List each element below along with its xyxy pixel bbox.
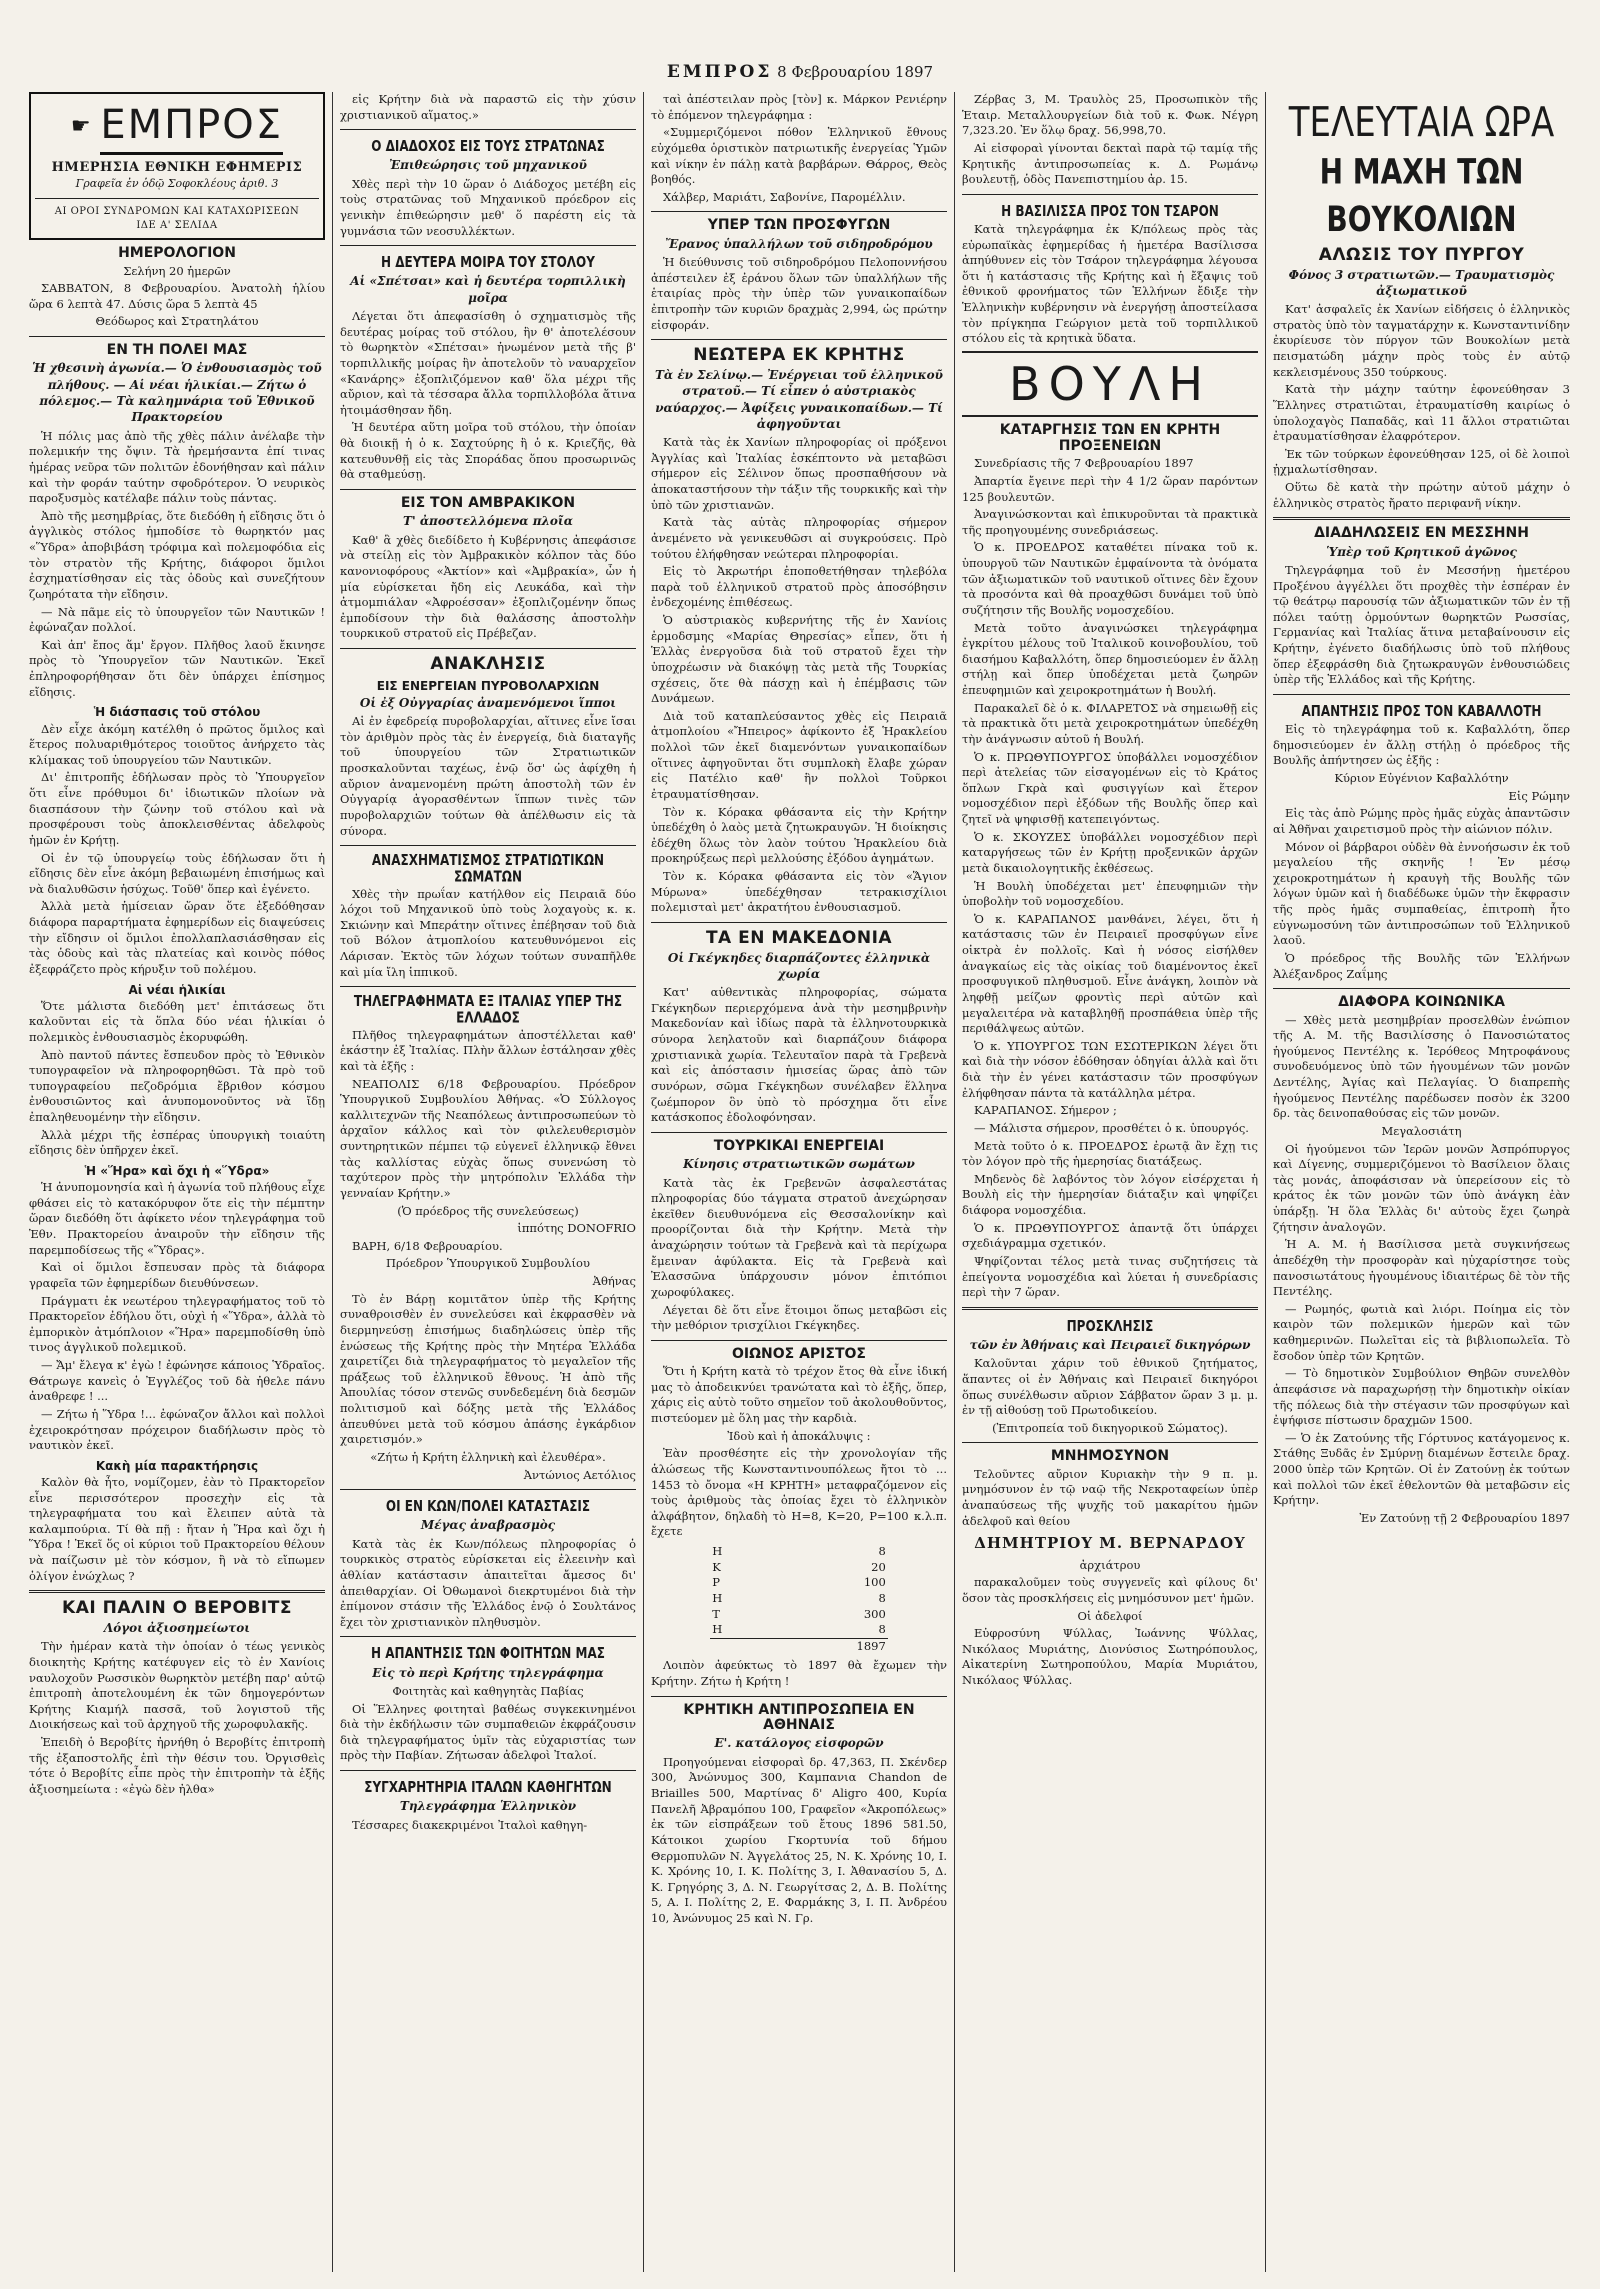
centered-line: Θεόδωρος καὶ Στρατηλάτου	[95, 314, 259, 329]
paragraph: Κατ' ἀσφαλεῖς ἐκ Χανίων εἰδήσεις ὁ ἑλληνικὸς στρατὸς ὑπὸ τὸν ταγματάρχην κ. Κωνσταντινίδην ἐκυρίευσε τὸν πύργον τῶν Βουκολίων μετὰ πεισματώδη μάχην πρὸς τοὺς ἐν αὐτῷ κεκλεισμένους 350 τούρκους.	[1273, 302, 1570, 379]
paragraph: Ὁ κ. ΠΡΩΘΥΠΟΥΡΓΟΣ ἀπαντᾷ ὅτι ὑπάρχει σχεδιάγραμμα σχετικόν.	[962, 1220, 1258, 1251]
subheadline: Τηλεγράφημα Ἑλληνικὸν	[399, 1799, 577, 1814]
table-letter: Η	[712, 1544, 723, 1559]
paragraph: — Νὰ πᾶμε εἰς τὸ ὑπουργεῖον τῶν Ναυτικῶν ! ἐφώναζαν πολλοί.	[29, 604, 325, 635]
paragraph: Ὁ πρόεδρος τῆς Βουλῆς τῶν Ἑλλήνων Ἀλέξανδρος Ζαΐμης	[1273, 950, 1570, 981]
paragraph: ΣΑΒΒΑΤΟΝ, 8 Φεβρουαρίου. Ἀνατολὴ ἡλίου ὥρα 6 λεπτὰ 47. Δύσις ὥρα 5 λεπτὰ 45	[29, 281, 325, 311]
table-letter: Τ	[712, 1606, 720, 1621]
paragraph: Εἰς τὰς ἀπὸ Ρώμης πρὸς ἡμᾶς εὐχὰς ἀπαντῶσιν αἱ Ἀθῆναι χαιρετισμοῦ πρὸς τὴν αἰώνιον πόλιν.	[1273, 806, 1570, 836]
paragraph: ΚΑΡΑΠΑΝΟΣ. Σήμερον ;	[974, 1103, 1117, 1118]
running-head-date: 8 Φεβρουαρίου 1897	[777, 63, 934, 81]
paragraph: Ἡ πόλις μας ἀπὸ τῆς χθὲς πάλιν ἀνέλαβε τὴν πολεμικήν της ὄψιν. Τὰ ἠρεμήσαντα ἐπί τινας ἡμέρας νεῦρα τῶν πολιτῶν ἐδονήθησαν καὶ πάλιν καὶ τὴν φοράν ταύτην σφοδρότερον. Ὁ νευρικὸς παροξυσμὸς κατέλαβε πάλιν τοὺς πάντας.	[29, 428, 325, 506]
divider	[29, 336, 325, 337]
signature-line: Ἐν Ζατούνῃ τῇ 2 Φεβρουαρίου 1897	[1359, 1510, 1570, 1525]
divider	[962, 1442, 1258, 1443]
paragraph: ΝΕΑΠΟΛΙΣ 6/18 Φεβρουαρίου. Πρόεδρον Ὑπουργικοῦ Συμβουλίου Ἀθήνας. «Ὁ Σύλλογος καλλιτεχνῶν τῆς Νεαπόλεως ἀντιπροσωπεύων τὸ ἀρχαῖον κάλλος καὶ τὸν φιλελευθερισμὸν συντηρητικῶν πέμπει τῷ εὐγενεῖ ἑλληνικῷ ἔθνει τὰς καλλίστας εὐχὰς ὅπως συνενώση τὸ ταχύτερον πρὸς τὴν μητρόπολιν Ἑλλάδα τὴν γενναίαν Κρήτην.»	[340, 1076, 636, 1200]
subheadline: Εἰς τὸ περὶ Κρήτης τηλεγράφημα	[372, 1665, 604, 1680]
subheadline: Οἱ Γκέγκηδες διαρπάζοντες ἑλληνικὰ χωρία	[667, 950, 931, 981]
paragraph: Εὐφροσύνη Ψύλλας, Ἰωάννης Ψύλλας, Νικόλαος Μυριάτης, Διονύσιος Σωτηρόπουλος, Αἰκατερίνη Σωτηροπούλου, Μαρία Μυριάτου, Νικόλαος Ψύλλας.	[962, 1626, 1258, 1688]
paragraph: Χάλβερ, Μαριάτι, Σαβονίνε, Παρομέλλιν.	[663, 189, 906, 204]
paragraph: Τελοῦντες αὔριον Κυριακὴν τὴν 9 π. μ. μνημόσυνον ἐν τῷ ναῷ τῆς Νεκροταφείων ὑπὲρ ἀναπαύσεως τῆς ψυχῆς τοῦ μακαρίτου ἡμῶν ἀδελφοῦ καὶ θείου	[962, 1466, 1258, 1528]
paragraph: Κατὰ τὰς ἐκ Γρεβενῶν ἀσφαλεστάτας πληροφορίας δύο τάγματα στρατοῦ ἀνεχώρησαν ἐκεῖθεν διευθυνόμενα εἰς Θεσσαλονίκην καὶ προορίζονται διὰ τὴν Κρήτην. Μετὰ τὴν ἀναχώρησιν τούτων τὰ Γρεβενὰ καὶ τὰ περίχωρα ἔμειναν ἀφύλακτα. Εἰς τὰ Γρεβενὰ καὶ Ἐλασσῶνα ὑπάρχουσιν μόνον ἐπιτόπιοι χωροφύλακες.	[651, 1175, 947, 1299]
table-value: 20	[871, 1559, 886, 1574]
column-3	[644, 92, 955, 2272]
headline: Η ΒΑΣΙΛΙΣΣΑ ΠΡΟΣ ΤΟΝ ΤΣΑΡΟΝ	[1001, 201, 1219, 220]
table-letter: Ρ	[712, 1575, 720, 1590]
centered-line: Πρόεδρον Ὑπουργικοῦ Συμβουλίου	[386, 1256, 590, 1271]
masthead	[29, 92, 325, 240]
centered-line: «Ζήτω ἡ Κρήτη ἑλληνικὴ καὶ ἐλευθέρα».	[370, 1449, 606, 1464]
divider	[340, 648, 636, 649]
paragraph: Μετὰ τοῦτο ἀναγινώσκει τηλεγράφημα ἐγκρίτου μέλους τοῦ Ἰταλικοῦ κοινοβουλίου, τοῦ διασήμου Καβαλλότη, ὅπερ δημοσιεύομεν ἐν ἄλλῃ στήλῃ καὶ ὅπερ ὑποδέχεται μετὰ ζωηρῶν ἐπευφημιῶν καὶ χειροκροτημάτων ἡ Βουλή.	[962, 620, 1258, 698]
centered-line: ἀρχιάτρου	[1079, 1557, 1141, 1572]
centered-line: (Ὁ πρόεδρος τῆς συνελεύσεως)	[397, 1203, 579, 1218]
headline: ΜΝΗΜΟΣΥΝΟΝ	[1050, 1448, 1170, 1465]
paragraph: Κατ' αὐθεντικὰς πληροφορίας, σώματα Γκέγκηδων περιερχόμενα ἀνὰ τὴν μεσημβρινὴν Μακεδονίαν καὶ ἰδίως παρὰ τὰ ἑλληνοτουρκικὰ σύνορα λεηλατοῦν καὶ διαρπάζουν διάφορα χριστιανικὰ χωρία. Τελευταῖον παρὰ τὰ Γρεβενὰ καὶ εἰς ἀπόστασιν ἡμισείας ὥρας ἀπὸ τῶν συνόρων, σῶμα Γκέγκηδων συνέλαβεν ἕλληνα ζωέμπορον ὃν ὑπὸ τὸ πρόσχημα ὅτι εἶνε κατάσκοπος ἐδολοφόνησαν.	[651, 985, 947, 1125]
table-value: 300	[863, 1606, 886, 1621]
headline: Ο ΔΙΑΔΟΧΟΣ ΕΙΣ ΤΟΥΣ ΣΤΡΑΤΩΝΑΣ	[371, 137, 605, 155]
paragraph: Ἡ δευτέρα αὕτη μοῖρα τοῦ στόλου, τὴν ὁποίαν θὰ διοικῇ ἡ ὁ κ. Σαχτούρης ἢ ὁ κ. Κριεζῆς, θὰ κατευθυνθῇ εἰς τὰς Σποράδας ὅπου προσωρινῶς θὰ σταθμεύσῃ.	[340, 420, 636, 482]
headline: ΠΡΟΣΚΛΗΣΙΣ	[1066, 1316, 1154, 1335]
table-value: 8	[878, 1590, 886, 1605]
table-row	[710, 1544, 888, 1560]
subheadline: Ἔρανος ὑπαλλήλων τοῦ σιδηροδρόμου	[665, 236, 933, 251]
paragraph: — Ἄμ' ἔλεγα κ' ἐγὼ ! ἐφώνησε κάποιος Ὑδραῖος. Θάτρωγε κανεὶς ὁ Ἐγγλέζος τοῦ δὰ ἠθελε πάνυ ἀναθρεφε ! ...	[29, 1358, 325, 1404]
subheadline: Οἱ ἐξ Οὐγγαρίας ἀναμενόμενοι ἵπποι	[359, 695, 617, 710]
paragraph: Καθ' ἃ χθὲς διεδίδετο ἡ Κυβέρνησις ἀπεφάσισε νὰ στείλῃ εἰς τὸν Ἀμβρακικὸν κόλπον τὰς δύο κανονιοφόρους «Ἀκτίον» καὶ «Ἀμβρακία», ὧν ἡ μία εὑρίσκεται ἤδη εἰς Λευκάδα, καὶ τὴν ἀτμομπιάλαν «Ἀφροέσσαν» ἐξοπλιζομένην ὅπως ἐμποδίσουν τὴν διὰ θαλάσσης ἀποστολὴν τουρκικοῦ στρατοῦ εἰς Πρέβεζαν.	[340, 532, 636, 641]
paragraph: — Ὁ ἐκ Ζατούνης τῆς Γόρτυνος κατάγομενος κ. Στάθης Ξυδᾶς ἐν Σμύρνῃ διαμένων ἔστειλε δραχ. 2000 ὑπὲρ τῶν Κρητῶν. Οἱ ἐν Ζατούνῃ ἐκ τούτων καὶ πολλοὶ τῶν ἐκεῖ ἐθελοντῶν θὰ μεταβῶσιν εἰς Κρήτην.	[1273, 1430, 1570, 1508]
table-total-row	[710, 1638, 888, 1654]
paragraph: Ζέρβας 3, Μ. Τραυλὸς 25, Προσωπικὸν τῆς Ἑταιρ. Μεταλλουργείων διὰ τοῦ κ. Φωκ. Νέγρη 7,323.20. Ἐν ὅλῳ δραχ. 56,998,70.	[962, 92, 1258, 138]
paragraph: Οἱ ἡγούμενοι τῶν Ἱερῶν μονῶν Ἀσπρόπυργος καὶ Δίγενης, συμμεριζόμενοι τὸ Βασίλειον ὅλαις τὰς μονάς, ἀποφάσισαν νὰ ὑπερείσουν εἰς τὸ κράτος ἐκ τῶν μονῶν τῶν ὑπὸ ἀνάγκη ἐὰν ὑπάρξῃ. Ἡ ὅλα Ἑλλὰς δι' αὐτοὺς ἔχει ζωηρὰ ζήτησιν ἀναλογῶν.	[1273, 1141, 1570, 1234]
headline: ΣΥΓΧΑΡΗΤΗΡΙΑ ΙΤΑΛΩΝ ΚΑΘΗΓΗΤΩΝ	[364, 1778, 612, 1796]
paragraph: Εἰς τὸ Ἀκρωτήρι ἐποποθετήθησαν τηλεβόλα παρὰ τοῦ ἑλληνικοῦ στρατοῦ πρὸς ἀποσόβησιν ἐνδεχομένης ἐπιθέσεως.	[651, 564, 947, 610]
table-letter: Η	[712, 1590, 723, 1605]
signature-line: Ἀντώνιος Αετόλιος	[523, 1467, 636, 1482]
paragraph: Καὶ ἀπ' ἔπος ἅμ' ἔργον. Πλῆθος λαοῦ ἔκινησε πρὸς τὸ Ὑπουργεῖον τῶν Ναυτικῶν. Ἐκεῖ ἐπληροφορήθησαν ὅτι δὲν ὑπάρχει ἐπίσημος εἴδησις.	[29, 637, 325, 699]
centered-line: Ἰδοὺ καὶ ἡ ἀποκάλυψις :	[727, 1428, 871, 1443]
subheadline: Κίνησις στρατιωτικῶν σωμάτων	[683, 1157, 915, 1172]
paragraph: Λέγεται δὲ ὅτι εἶνε ἕτοιμοι ὅπως μεταβῶσι εἰς τὴν μεθόριον τρισχίλιοι Γκέγκηδες.	[651, 1302, 947, 1333]
paragraph: Κατὰ τὰς ἐκ Χανίων πληροφορίας οἱ πρόξενοι Ἀγγλίας καὶ Ἰταλίας ἐσκέπτοντο νὰ μεταβῶσι σήμερον εἰς Σέλινον ὅπως προσπαθήσουν νὰ ἀποκαταστήσουν τὴν τάξιν τῆς τουρκικῆς καὶ τὴν ὑπὸ τῶν χριστιανῶν.	[651, 435, 947, 512]
subheadline: Τ' ἀποστελλόμενα πλοῖα	[403, 514, 573, 529]
paragraph: Τὸ ἐν Βάρῃ κομιτᾶτον ὑπὲρ τῆς Κρήτης συναθροισθὲν ἐν συνελεύσει καὶ ἐκφρασθὲν νὰ διερμηνεύσῃ ἐπισήμως διαδηλώσεις ὑπὲρ τῆς ἑνώσεως τῆς Κρήτης πρὸς τὴν Μητέρα Ἑλλάδα χαιρετίζει διὰ τηλεγραφήματος τὸ μεγαλεῖον τῆς πράξεως τοῦ ἐλληνικοῦ ἔθνους. Ἡ ἀπὸ τῆς Ἀπουλίας τόσον στενῶς συνδεδεμένη διὰ δεσμῶν πολιτισμοῦ καὶ δόξης μετὰ τῆς Ἑλλάδος ἀπευθύνει μετὰ τοῦ κόσμου ἁπάσης ἐγκάρδιον χαιρετισμόν.»	[340, 1291, 636, 1447]
headline: ΔΙΑΔΗΛΩΣΕΙΣ ΕΝ ΜΕΣΣΗΝΗ	[1314, 525, 1529, 542]
masthead-terms-page: ΙΔΕ Α' ΣΕΛΙΔΑ	[136, 219, 218, 231]
paragraph: Ἀλλὰ μετὰ ἡμίσειαν ὥραν ὅτε ἐξεδόθησαν διάφορα παραρτήματα ἐφημερίδων εἰς διαψεύσεις τὴν εἴδησιν οἱ ὅμιλοι ἐπολλαπλασιάσθησαν εἰς τὰς ὁδοὺς καὶ τὰς πλατείας καὶ κοινὸς πόθος ἐξεφράζετο πρὸς κήρυξιν τοῦ πολέμου.	[29, 899, 325, 976]
column-5	[1266, 92, 1577, 2272]
paragraph: — Ρωμηός, φωτιὰ καὶ λιόρι. Ποίημα εἰς τὸν καιρὸν τῶν πολεμικῶν ἡμερῶν καὶ τῶν καθημερινῶν. Πωλεῖται εἰς τὰ βιβλιοπωλεῖα. Τὸ ἔσοδον ὑπὲρ τῶν Κρητῶν.	[1273, 1301, 1570, 1363]
subheadline: Αἱ «Σπέτσαι» καὶ ἡ δευτέρα τορπιλλικὴ μοῖρα	[350, 274, 626, 305]
paragraph: ταὶ ἀπέστειλαν πρὸς [τὸν] κ. Μάρκον Ρενιέρην τὸ ἑπόμενον τηλεγράφημα :	[651, 92, 947, 122]
divider	[1273, 988, 1570, 989]
centered-line: Κύριον Εὐγένιον Καβαλλότην	[1334, 771, 1509, 786]
paragraph: Ἐκ τῶν τούρκων ἐφονεύθησαν 125, οἱ δὲ λοιποὶ ᾐχμαλωτίσθησαν.	[1273, 446, 1570, 477]
headline: ΑΝΑΚΛΗΣΙΣ	[430, 654, 546, 675]
column-3-articles	[651, 92, 947, 1927]
paragraph: Τὸν κ. Κόρακα φθάσαντα εἰς τὸν «Ἅγιον Μύρωνα» ὑπεδέχθησαν τετρακισχίλιοι πολεμισταὶ μετ' ἀκρατήτου ἐνθουσιασμοῦ.	[651, 869, 947, 915]
paragraph: Τὴν ἡμέραν κατὰ τὴν ὁποίαν ὁ τέως γενικὸς διοικητὴς Κρήτης κατέφυγεν εἰς τὸ ἐν Χανίοις ναυλοχοῦν Ρωσσικὸν θωρηκτὸν μετέβη παρ' αὐτῷ ἐπιτροπὴ ἀποτελουμένη ἐκ τῶν δημογερόντων Κρήτης Κιαμήλ πασσᾶ, τοῦ λογιστοῦ τῆς Διοικήσεως καὶ τοῦ ἀρχηγοῦ τῆς χωροφυλακῆς.	[29, 1639, 325, 1732]
paragraph: Ὁ κ. ΠΡΟΕΔΡΟΣ καταθέτει πίνακα τοῦ κ. ὑπουργοῦ τῶν Ναυτικῶν ἐμφαίνοντα τὰ ὀνόματα τῶν ἀξιωματικῶν τοῦ ναυτικοῦ οἵτινες δὲν ἔχουν τὰ προσόντα καὶ θὰ προαχθῶσι δυνάμει τοῦ ὑπὸ συζήτησιν τῆς Βουλῆς νομοσχεδίου.	[962, 540, 1258, 617]
centered-line: Οἱ ἀδελφοί	[1077, 1608, 1143, 1623]
paragraph: Μηδενὸς δὲ λαβόντος τὸν λόγον εἰσέρχεται ἡ Βουλὴ εἰς τὴν ἡμερησίαν διάταξιν καὶ ψηφίζει διάφορα νομοσχέδια.	[962, 1171, 1258, 1218]
divider	[340, 489, 636, 490]
divider	[651, 922, 947, 923]
section-heading: ΒΟΥΛΗ	[962, 351, 1258, 418]
signature-line: Ἀθήνας	[592, 1274, 636, 1289]
memorial-name: ΔΗΜΗΤΡΙΟΥ Μ. ΒΕΡΝΑΡΔΟΥ	[974, 1534, 1246, 1553]
paragraph: Ὁ κ. ΚΑΡΑΠΑΝΟΣ μανθάνει, λέγει, ὅτι ἡ κατάστασις τῶν ἐν Πειραιεῖ προσφύγων εἶνε οἰκτρὰ ἐν πολλοῖς. Καὶ ἡ νόσος εἰσήλθεν ἀναγκαίως εἰς τὰς οἰκίας τοῦ διαμένοντος ἐκεῖ προσφυγικοῦ πληθυσμοῦ. Εἶνε ἀνάγκη, λοιπὸν νὰ ληφθῇ μείζων φροντὶς περὶ αὐτῶν καὶ μεγαλειτέρα νὰ καταβληθῇ προσπάθεια ὑπὲρ τῆς περιθάλψεως αὐτῶν.	[962, 911, 1258, 1036]
paragraph: Ἀπὸ παντοῦ πάντες ἔσπευδον πρὸς τὸ Ἐθνικὸν τυπογραφεῖον νὰ πληροφορηθῶσι. Τὰ πρὸ τοῦ τυπογραφείου πεζοδρόμια ἔβριθον κόσμου ἐνθουσιῶντος καὶ ἀνυπομονοῦντος νὰ ἴδῃ ἐπαληθευομένην τὴν εἴδησιν.	[29, 1047, 325, 1125]
table-row	[710, 1560, 888, 1576]
paragraph: Τὸν κ. Κόρακα φθάσαντα εἰς τὴν Κρήτην ὑπεδέχθη ὁ λαὸς μετὰ ζητωκραυγῶν. Ἡ διοίκησις ἐδέχθη ὅλως τὸν λαὸν τούτου Ἡρακλείου διὰ προκηρύξεως περὶ μελλούσης ἐξόδου ἀγημάτων.	[651, 804, 947, 866]
table-row	[710, 1607, 888, 1623]
divider	[651, 339, 947, 340]
columns	[22, 92, 1578, 2272]
subheadline: Φόνος 3 στρατιωτῶν.— Τραυματισμὸς ἀξιωματικοῦ	[1288, 267, 1555, 298]
divider	[1273, 517, 1570, 520]
divider	[651, 1340, 947, 1341]
paragraph: Χθὲς τὴν πρωΐαν κατήλθον εἰς Πειραιᾶ δύο λόχοι τοῦ Μηχανικοῦ ὑπὸ τοὺς λοχαγοὺς κ. κ. Σκιώνην καὶ Μπεράτην οἵτινες ἐπέβησαν τοῦ διὰ τοῦ Βόλον ἀτμοπλοίου κατευθυνόμενοι εἰς Λάρισαν. Ἐκτὸς τῶν λόχων τούτων συναπῆλθε καὶ μία ἴλη ἱππικοῦ.	[340, 886, 636, 979]
subheadline: Ἐπιθεώρησις τοῦ μηχανικοῦ	[389, 158, 587, 173]
table-row	[710, 1622, 888, 1638]
paragraph: Μετὰ τοῦτο ὁ κ. ΠΡΟΕΔΡΟΣ ἐρωτᾷ ἂν ἔχῃ τις τὸν λόγον πρὸ τῆς ἡμερησίας διατάξεως.	[962, 1138, 1258, 1169]
headline: ΝΕΩΤΕΡΑ ΕΚ ΚΡΗΤΗΣ	[693, 345, 905, 366]
headline: Κακὴ μία παρακτήρησις	[95, 1458, 259, 1473]
subheadline: Τὰ ἐν Σελίνῳ.— Ἐνέργειαι τοῦ ἑλληνικοῦ στρατοῦ.— Τί εἶπεν ὁ αὐστριακὸς ναύαρχος.— Ἀφίξεις γυναικοπαίδων.— Τί ἀφηγοῦνται	[655, 367, 943, 431]
column-2	[333, 92, 644, 2272]
letter-value-table	[710, 1544, 888, 1654]
headline: Αἱ νέαι ἡλικίαι	[128, 982, 226, 997]
headline: Η ΑΠΑΝΤΗΣΙΣ ΤΩΝ ΦΟΙΤΗΤΩΝ ΜΑΣ	[371, 1644, 605, 1663]
column-4-articles	[962, 92, 1258, 1689]
divider	[962, 194, 1258, 195]
headline: ΟΙ ΕΝ ΚΩΝ/ΠΟΛΕΙ ΚΑΤΑΣΤΑΣΙΣ	[385, 1497, 591, 1515]
paragraph: Ὅτι ἡ Κρήτη κατὰ τὸ τρέχον ἔτος θὰ εἶνε ἰδική μας τὸ ἀποδεικνύει τρανώτατα καὶ τὸ ἑξῆς, ὅπερ, χάρις εἰς αὐτὸ τοῦτο σημεῖον τοῦ ἀκολουθοῦντος, πιστεύομεν μὲ ὅλη μας τὴν καρδιὰ.	[651, 1364, 947, 1426]
paragraph: Πλῆθος τηλεγραφημάτων ἀποστέλλεται καθ' ἑκάστην ἐξ Ἰταλίας. Πλὴν ἄλλων ἐστάλησαν χθὲς καὶ τὰ ἑξῆς :	[340, 1027, 636, 1073]
headline: ΤΑ ΕΝ ΜΑΚΕΔΟΝΙΑ	[705, 927, 893, 948]
section-heading: ΤΕΛΕΥΤΑΙΑ ΩΡΑ	[1288, 98, 1555, 147]
headline: Ἡ «Ἥρα» καὶ ὄχι ἡ «Ὕδρα»	[84, 1163, 270, 1178]
headline: Ἡ διάσπασις τοῦ στόλου	[93, 705, 261, 720]
paragraph: Μόνον οἱ βάρβαροι οὐδὲν θὰ ἐννοήσωσιν ἐκ τοῦ μεγαλείου τῆς σκηνῆς ! Ἐν μέσῳ χειροκροτημάτων ἡ κραυγὴ τῆς Βουλῆς τῶν λόγων ὑμῶν καὶ ἡ διαδέδωκε ὑμῶν τὴν ἔκφρασιν τῆς πρὸς ἡμᾶς συμπαθείας, ἐπιτροπὴ ἦτο εὐγνωμοσύνη τῶν ἀντιπροσώπων τοῦ Ἑλληνικοῦ λαοῦ.	[1273, 839, 1570, 948]
running-head-masthead: ΕΜΠΡΟΣ	[666, 62, 773, 82]
headline: ΗΜΕΡΟΛΟΓΙΟΝ	[118, 245, 236, 262]
paragraph: Προηγούμεναι εἰσφοραὶ δρ. 47,363, Π. Σκένδερ 300, Ἀνώνυμος 300, Καμπανια Chandon de Briailles 500, Μαρτίνας δ' Aligro 400, Κυρία Πανελῆ Ἀβραμόπου 100, Γραφεῖον «Ἀκροπόλεως» ἐκ τῶν εἰσπράξεων τοῦ ἔτους 1896 581.50, Κάτοικοι χωρίου Γκορτυνία τοῦ δήμου Θερμοπυλῶν Ν. Ἀγγελάτος 25, Ν. Κ. Χρόνης 10, Ι. Κ. Χρόνης 10, Ι. Κ. Πολίτης 3, Ι. Ἀθανασίου 5, Δ. Κ. Γρηγόρης 3, Δ. Ν. Γεωργίτσας 2, Δ. Β. Πολίτης 5, Α. Ι. Πολίτης 2, Ε. Φαρμάκης 3, Ι. Π. Ἀνδρέου 10, Ἀνώνυμος 25 καὶ Ν. Γρ.	[651, 1754, 947, 1926]
paragraph: ΒΑΡΗ, 6/18 Φεβρουαρίου.	[352, 1238, 503, 1253]
paragraph: — Ζήτω ἡ Ὕδρα !... ἐφώναζον ἄλλοι καὶ πολλοὶ ἐχειροκρότησαν πρόχειρον διαδήλωσιν πρὸς τὸ ναυτικὸν ἐκεῖ.	[29, 1406, 325, 1453]
paragraph: Ἡ Α. Μ. ἡ Βασίλισσα μετὰ συγκινήσεως ἀπεδέχθη τὴν προσφορὰν καὶ ηὐχαρίστησε τοὺς πανοσιωτάτους ἡγουμένους ἰδιαιτέρως δὲ τὸν τῆς Πεντέλης.	[1273, 1237, 1570, 1299]
headline: ΕΙΣ ΕΝΕΡΓΕΙΑΝ ΠΥΡΟΒΟΛΑΡΧΙΩΝ	[376, 678, 600, 693]
column-1-articles	[29, 246, 325, 1797]
paragraph: εἰς Κρήτην διὰ νὰ παραστῶ εἰς τὴν χύσιν χριστιανικοῦ αἵματος.»	[340, 92, 636, 122]
headline: ΑΝΑΣΧΗΜΑΤΙΣΜΟΣ ΣΤΡΑΤΙΩΤΙΚΩΝ ΣΩΜΑΤΩΝ	[371, 851, 605, 886]
headline: ΑΠΑΝΤΗΣΙΣ ΠΡΟΣ ΤΟΝ ΚΑΒΑΛΛΟΤΗ	[1301, 702, 1542, 720]
column-5-articles	[1273, 98, 1570, 1527]
table-letter: Κ	[712, 1559, 721, 1574]
paragraph: Κατὰ τὰς αὐτὰς πληροφορίας σήμερον ἀνεμένετο νὰ γενικευθῶσι αἱ συγκρούσεις. Πρὸ τούτου ἐλήφθησαν νεώτεραι πληροφορίαι.	[651, 515, 947, 561]
paragraph: Οὕτω δὲ κατὰ τὴν πρώτην αὐτοῦ μάχην ὁ ἑλληνικὸς στρατὸς ἤρατο περιφανῆ νίκην.	[1273, 480, 1570, 510]
pointing-hand-icon: ☛	[70, 113, 91, 139]
paragraph: Δι' ἐπιτροπῆς ἐδήλωσαν πρὸς τὸ Ὑπουργεῖον ὅτι εἶνε πρόθυμοι δι' ἰδιωτικῶν πλοίων νὰ διασπάσουν τὴν ζώνην τοῦ στόλου καὶ νὰ προσφέρουσι τοὺς ἀποκλεισθέντας ἀδελφοὺς ἡμῶν ἐν Κρήτῃ.	[29, 770, 325, 847]
paragraph: Κατὰ τηλεγράφημα ἐκ Κ/πόλεως πρὸς τὰς εὐρωπαϊκὰς ἐφημερίδας ἡ ἡμετέρα Βασίλισσα ἀπηύθυνεν εἰς τὸν Τσάρον τηλεγράφημα λέγουσα ὅτι ἡ κατάστασις τῆς Κρήτης καὶ ἡ ἔξαψις τοῦ ἐθνικοῦ φρονήματος τῶν Ἑλλήνων ἔδιξε τὴν Ἑλληνικὴν κυβέρνησιν νὰ ἐνεργήσῃ ἀποστείλασα τὸν πρίγκηπα Γεώργιον μετὰ τοῦ τορπιλλικοῦ στόλου εἰς τὰ κρητικὰ ὕδατα.	[962, 221, 1258, 346]
paragraph: Διὰ τοῦ καταπλεύσαντος χθὲς εἰς Πειραιᾶ ἀτμοπλοίου «Ἤπειρος» ἀφίκοντο ἐξ Ἡρακλείου πολλοὶ τῶν ἐκεῖ διαμενόντων γυναικοπαίδων οἵτινες ἀφηγοῦνται ὅτι συμπλοκὴ ἔλαβε χώραν εἰς Πατέλιο καθ' ἣν πολλοὶ Τοῦρκοι ἐτραυματίσθησαν.	[651, 708, 947, 801]
paragraph: Οἱ ἐν τῷ ὑπουργείῳ τοὺς ἐδήλωσαν ὅτι ἡ εἴδησις δὲν εἶνε ἀκόμη βεβαιωμένη ἐπισήμως καὶ νὰ διαλυθῶσιν ἡσύχως. Τοῦθ' ὅπερ καὶ ἐγένετο.	[29, 850, 325, 896]
subheadline: Λόγοι ἀξιοσημείωτοι	[103, 1621, 251, 1636]
table-letter: Η	[712, 1622, 723, 1637]
centered-line: (Ἐπιτροπεία τοῦ δικηγορικοῦ Σώματος).	[992, 1420, 1228, 1435]
subheadline: Ε'. κατάλογος εἰσφορῶν	[714, 1736, 884, 1751]
paragraph: Ἡ διεύθυνσις τοῦ σιδηροδρόμου Πελοποννήσου ἀπέστειλεν ἐξ ἐράνου ὅλων τῶν ὑπαλλήλων τῆς ἑταιρίας πρὸς τὴν ὑπὲρ τῶν γυναικοπαίδων ἐπιτροπὴν τῶν κυριῶν δραχμὰς 2,994, ὡς πρώτην εἰσφοράν.	[651, 255, 947, 332]
headline: ΤΟΥΡΚΙΚΑΙ ΕΝΕΡΓΕΙΑΙ	[713, 1137, 885, 1154]
masthead-subtitle: ΗΜΕΡΗΣΙΑ ΕΘΝΙΚΗ ΕΦΗΜΕΡΙΣ	[51, 160, 303, 176]
paragraph: Ἀπὸ τῆς μεσημβρίας, ὅτε διεδόθη ἡ εἴδησις ὅτι ὁ ἀγγλικὸς στόλος ἠμποδίσε τὸ θωρηκτόν μας «Ὕδρα» ἀποβιβάση τρόφιμα καὶ πολεμοφόδια εἰς τὸν στρατὸν τῆς Κρήτης, διάφοροι ὅμιλοι ἐσχηματίσθησαν εἰς τὰς ὁδοὺς καὶ συνεζήτουν ζωηρότατα τὴν εἴδησιν.	[29, 508, 325, 601]
subheadline: Ὑπὲρ τοῦ Κρητικοῦ ἀγῶνος	[1326, 544, 1517, 559]
paragraph: παρακαλοῦμεν τοὺς συγγενεῖς καὶ φίλους δι' ὅσον τὰς προσκλήσεις εἰς μνημόσυνον μετ' ἡμῶν.	[962, 1575, 1258, 1605]
paragraph: Λέγεται ὅτι ἀπεφασίσθη ὁ σχηματισμὸς τῆς δευτέρας μοίρας τοῦ στόλου, ἣν θ' ἀποτελέσουν τὸ θωρηκτὸν «Σπέτσαι» ἡνωμένον μετὰ τῆς β' τορπιλλικῆς μοίρας ἣν ἀποτελοῦν τὸ ναυαρχεῖον «Κανάρης» ἐξοπλιζόμενον καθ' ὅλα μέχρι τῆς αὔριον, καὶ τὰ τέσσαρα ἄλλα τορπιλλοβόλα ἅτινα ἠτοιμάσθησαν ἤδη.	[340, 309, 636, 417]
paragraph: — Τὸ δημοτικὸν Συμβούλιον Θηβῶν συνελθὸν ἀπεφάσισε νὰ παραχωρήσῃ τὴν δημοτικὴν οἰκίαν τῆς πόλεως διὰ τὴν στέγασιν τῶν προσφύγων καὶ ἐψήφισε πίστωσιν δραχμῶν 1500.	[1273, 1366, 1570, 1428]
divider	[651, 1132, 947, 1133]
divider	[962, 1307, 1258, 1310]
signature-line: Εἰς Ρώμην	[1508, 788, 1570, 803]
paragraph: Ἡ ἀνυπομονησία καὶ ἡ ἀγωνία τοῦ πλήθους εἶχε φθάσει εἰς τὸ κατακόρυφον ὅτε εἰς τὴν πέμπτην ὥραν διεδόθη ὅτι ἀφίκετο νέον τηλεγράφημα τοῦ Ἐθν. Πρακτορείου ἀναιροῦν τὴν εἴδησιν τῆς παρεμποδίσεως τῆς «Ὕδρας».	[29, 1180, 325, 1257]
divider	[29, 1590, 325, 1593]
paragraph: Ἀπαρτία ἔγεινε περὶ τὴν 4 1/2 ὥραν παρόντων 125 βουλευτῶν.	[962, 473, 1258, 504]
paragraph: Συνεδρίασις τῆς 7 Φεβρουαρίου 1897	[974, 456, 1194, 471]
paragraph: Καλοῦνται χάριν τοῦ ἐθνικοῦ ζητήματος, ἅπαντες οἱ ἐν Ἀθήναις καὶ Πειραιεῖ δικηγόροι ὅπως συνέλθωσιν αὔριον Σάββατον ὥραν 3 μ. μ. ἐν τῇ αἰθούσῃ τοῦ Πρωτοδικείου.	[962, 1356, 1258, 1418]
centered-line: Μεγαλοσιάτη	[1381, 1123, 1462, 1138]
paragraph: Κατὰ τὰς ἐκ Κων/πόλεως πληροφορίας ὁ τουρκικὸς στρατὸς εὑρίσκεται εἰς ἐλεεινὴν καὶ ἀθλίαν κατάστασιν ἀπαιτεῖται ἄμεσος δι' ἀπειθαρχίαν. Οἱ Ὀθωμανοὶ διεκρτυμένοι διὰ τὴν ἐπίμονον στάσιν τῆς Ἑλλάδος ἐνῷ ὁ Σουλτάνος ἔχει τὸν χριστιανικὸν πληθυσμὸν.	[340, 1536, 636, 1629]
divider	[340, 1489, 636, 1490]
paragraph: Πράγματι ἐκ νεωτέρου τηλεγραφήματος τοῦ τὸ Πρακτορεῖον ἐδήλου ὅτι, οὐχὶ ἡ «Ὕδρα», ἀλλὰ τὸ ἐμπορικὸν ἀτμόπλοιον «Ἥρα» παρεμποδίσθη ὑπὸ τινος ἀγγλικοῦ πολεμικοῦ.	[29, 1293, 325, 1355]
divider	[651, 1696, 947, 1697]
table-value: 8	[878, 1544, 886, 1559]
paragraph: Χθὲς περὶ τὴν 10 ὥραν ὁ Διάδοχος μετέβη εἰς τοὺς στρατῶνας τοῦ Μηχανικοῦ πρόεδρον εἰς γενικὴν ἐπιθεώρησιν μεθ' ὅ παρέστη εἰς τὰ γυμνάσια τῶν νεοσυλλέκτων.	[340, 176, 636, 238]
table-total: 1897	[763, 1638, 888, 1654]
table-row	[710, 1575, 888, 1591]
paragraph: — Μάλιστα σήμερον, προσθέτει ὁ κ. ὑπουργός.	[974, 1120, 1249, 1135]
running-head	[0, 62, 1600, 82]
paragraph: Λοιπὸν ἀφεύκτως τὸ 1897 θὰ ἔχωμεν τὴν Κρήτην. Ζήτω ἡ Κρήτη !	[651, 1658, 947, 1689]
headline: ΚΑΤΑΡΓΗΣΙΣ ΤΩΝ ΕΝ ΚΡΗΤΗ ΠΡΟΞΕΝΕΙΩΝ	[999, 422, 1221, 454]
headline: ΟΙΩΝΟΣ ΑΡΙΣΤΟΣ	[732, 1345, 866, 1362]
divider	[340, 129, 636, 130]
paragraph: Δὲν εἶχε ἀκόμη κατέλθη ὁ πρῶτος ὅμιλος καὶ ἕτερος πολυαριθμότερος τοιοῦτος ἀνήρχετο τὰς κλίμακας τοῦ ὑπουργείου τῶν Ναυτικῶν.	[29, 721, 325, 767]
headline: ΚΑΙ ΠΑΛΙΝ Ο ΒΕΡΟΒΙΤΣ	[62, 1598, 292, 1619]
paragraph: Ἀλλὰ μέχρι τῆς ἐσπέρας ὑπουργικὴ τοιαύτη εἴδησις δὲν ὑπῆρχεν ἐκεῖ.	[29, 1127, 325, 1158]
paragraph: «Συμμεριζόμενοι πόθον Ἑλληνικοῦ ἔθνους εὐχόμεθα ὁριστικὸν πατριωτικῆς ἐνεργείας Ὑμῶν καὶ νίκην ἐν πάλῃ κατὰ βαρβάρων. Θάρρος, Θεὸς βοηθός.	[651, 125, 947, 187]
table-spacer	[710, 1638, 763, 1654]
paragraph: Ὁ κ. ΠΡΩΘΥΠΟΥΡΓΟΣ ὑποβάλλει νομοσχέδιον περὶ ἀτελείας τῶν εἰσαγομένων εἰς τὸ Κράτος ὅπλων Γκρὰ καὶ φυσιγγίων καὶ ἕτερον νομοσχέδιον περὶ ἐξόδων τῆς Βουλῆς ὅπερ καὶ ζητεῖ νὰ ψηφισθῇ κατεπειγόντως.	[962, 749, 1258, 827]
divider	[340, 986, 636, 987]
signature-line: ἱππότης DONOFRIO	[517, 1221, 636, 1236]
paragraph: Εἰς τὸ τηλεγράφημα τοῦ κ. Καβαλλότη, ὅπερ δημοσιεύομεν ἐν ἄλλῃ στήλῃ ὁ πρόεδρος τῆς Βουλῆς ἀπήντησεν ὡς ἑξῆς :	[1273, 722, 1570, 768]
subheadline: τῶν ἐν Ἀθήναις καὶ Πειραιεῖ δικηγόρων	[969, 1337, 1251, 1352]
paragraph: Τηλεγράφημα τοῦ ἐν Μεσσήνῃ ἡμετέρου Προξένου ἀγγέλλει ὅτι προχθὲς τὴν ἑσπέραν ἐν τῷ θεάτρῳ παρουσίᾳ τῶν ἀξιωματικῶν τῶν ἐν τῇ πόλει ταύτῃ ὁρμούντων θωρηκτῶν Ρωσσίας, Γερμανίας καὶ Ἰταλίας ἅτινα μεταβαίνουσιν εἰς Κρήτην, ἐγένετο διαδήλωσις ὑπὸ τοῦ πλήθους ὅπερ ἐξεφράσθη διὰ ζητωκραυγῶν ἐνθουσιώδεις ὑπὲρ τῆς Ἑλλάδος καὶ τῆς Κρήτης.	[1273, 562, 1570, 687]
paragraph: Ὅτε μάλιστα διεδόθη μετ' ἐπιτάσεως ὅτι καλοῦνται εἰς τὰ ὅπλα δύο νέαι ἡλικίαι ὁ πολεμικὸς ἐνθουσιασμὸς ἐκορυφώθη.	[29, 998, 325, 1044]
paragraph: — Χθὲς μετὰ μεσημβρίαν προσελθὼν ἐνώπιον τῆς Α. Μ. τῆς Βασιλίσσης ὁ Πανοσιώτατος ἡγούμενος Πεντέλης κ. Ἱερόθεος Μητροφάνους συνοδευόμενος ὑπὸ τῶν ἡγουμένων τῶν μονῶν Δεντέλης, Ἀγίας καὶ Πελαγίας. Ὁ διαπρεπὴς ἡγούμενος Πεντέλης παρέδωσεν ποσὸν ἐκ 3200 δρ. τὰς δεινοπαθούσας εἰς τῶν μονῶν.	[1273, 1012, 1570, 1121]
table-row	[710, 1591, 888, 1607]
headline: ΚΡΗΤΙΚΗ ΑΝΤΙΠΡΟΣΩΠΕΙΑ ΕΝ ΑΘΗΝΑΙΣ	[683, 1701, 915, 1734]
headline: Η ΔΕΥΤΕΡΑ ΜΟΙΡΑ ΤΟΥ ΣΤΟΛΟΥ	[381, 253, 595, 271]
paragraph: Ἀναγινώσκονται καὶ ἐπικυροῦνται τὰ πρακτικὰ τῆς προηγουμένης συνεδριάσεως.	[962, 507, 1258, 537]
column-2-articles	[340, 92, 636, 1833]
paragraph: Τέσσαρες διακεκριμένοι Ἰταλοὶ καθηγη-	[352, 1817, 588, 1832]
paragraph: Ἡ Βουλὴ ὑποδέχεται μετ' ἐπευφημιῶν τὴν ὑποβολὴν τοῦ νομοσχεδίου.	[962, 878, 1258, 909]
table-value: 100	[863, 1575, 886, 1590]
divider	[340, 1770, 636, 1771]
paragraph: Καὶ οἱ ὅμιλοι ἔσπευσαν πρὸς τὰ διάφορα γραφεῖα τῶν ἐφημερίδων διευθύνσεων.	[29, 1260, 325, 1290]
divider	[651, 211, 947, 212]
lead-headline: Η ΜΑΧΗ ΤΩΝ ΒΟΥΚΟΛΙΩΝ	[1319, 150, 1524, 240]
headline: ΕΝ ΤΗ ΠΟΛΕΙ ΜΑΣ	[106, 342, 248, 359]
column-1	[22, 92, 333, 2272]
centered-line: Σελήνη 20 ἡμερῶν	[123, 263, 231, 278]
paragraph: Παρακαλεῖ δὲ ὁ κ. ΦΙΛΑΡΕΤΟΣ νὰ σημειωθῇ εἰς τὰ πρακτικὰ ὅτι μετὰ χειροκροτημάτων ὑπεδέχθη τὴν ἀνάγνωσιν αὐτοῦ ἡ Βουλή.	[962, 700, 1258, 746]
paragraph: Ἐὰν προσθέσητε εἰς τὴν χρονολογίαν τῆς ἁλώσεως τῆς Κωνσταντινουπόλεως ἤτοι τὸ ... 1453 τὸ ὄνομα «Η ΚΡΗΤΗ» μεταφραζόμενον εἰς τοὺς ἀριθμοὺς τὰς ὁποίας ἔχει τὸ ἑλληνικὸν ἀλφάβητον, δηλαδὴ τὸ Η=8, Κ=20, Ρ=100 κ.λ.π. ἔχετε	[651, 1446, 947, 1539]
subheadline: Μέγας ἀναβρασμὸς	[420, 1518, 556, 1533]
divider	[35, 198, 319, 199]
paragraph: Ὁ κ. ΥΠΟΥΡΓΟΣ ΤΩΝ ΕΣΩΤΕΡΙΚΩΝ λέγει ὅτι καὶ διὰ τὴν νόσον ἐδόθησαν ὁδηγίαι ἀλλὰ καὶ ὅτι διὰ τὴν ἐν γένει κατάστασιν τῶν προσφύγων ἐλήφθησαν πάντα τὰ κατάλληλα μέτρα.	[962, 1038, 1258, 1100]
paragraph: Κατὰ τὴν μάχην ταύτην ἐφονεύθησαν 3 Ἕλληνες στρατιῶται, ἐτραυματίσθη καιρίως ὁ ὑπολοχαγὸς Παπαδᾶς, καὶ 11 ἄλλοι στρατιῶται ἐτραυματίσθησαν ἐλαφρότερον.	[1273, 382, 1570, 444]
masthead-title: ΕΜΠΡΟΣ	[100, 98, 283, 155]
centered-line: Φοιτητὰς καὶ καθηγητὰς Παβίας	[392, 1683, 584, 1698]
divider	[340, 845, 636, 846]
table-value: 8	[878, 1622, 886, 1637]
masthead-office: Γραφεῖα ἐν ὁδῷ Σοφοκλέους ἀριθ. 3	[75, 177, 279, 191]
headline: ΑΛΩΣΙΣ ΤΟΥ ΠΥΡΓΟΥ	[1318, 244, 1525, 265]
paragraph: Ὁ κ. ΣΚΟΥΖΕΣ ὑποβάλλει νομοσχέδιον περὶ καταργήσεως τῶν ἐν Κρήτῃ προξενικῶν ἀρχῶν μετὰ δικαιολογητικῆς ἐκθέσεως.	[962, 829, 1258, 875]
column-4	[955, 92, 1266, 2272]
divider	[340, 245, 636, 246]
divider	[340, 1636, 636, 1637]
headline: ΥΠΕΡ ΤΩΝ ΠΡΟΣΦΥΓΩΝ	[707, 217, 891, 234]
divider	[1273, 694, 1570, 695]
subheadline: Ἡ χθεσινὴ ἀγωνία.— Ὁ ἐνθουσιασμὸς τοῦ πλήθους. — Αἱ νέαι ἡλικίαι.— Ζήτω ὁ πόλεμος.— Τὰ καλημνάρια τοῦ Ἐθνικοῦ Πρακτορείου	[32, 361, 322, 425]
paragraph: Ὁ αὐστριακὸς κυβερνήτης τῆς ἐν Χανίοις ἐρμοδσμης «Μαρίας Θηρεσίας» εἶπεν, ὅτι ἡ Ἑλλὰς ἐνεργοῦσα διὰ τοῦ στρατοῦ ἔχει τὴν ὑποχρέωσιν νὰ διακόψῃ τὰς μετὰ τῆς Τουρκίας σχέσεις, ὅτε θὰ πάσχῃ καὶ ἡ ἐπέμβασις τῶν Δυνάμεων.	[651, 613, 947, 706]
paragraph: Ἐπειδὴ ὁ Βεροβίτς ἠρνήθη ὁ Βεροβίτς ἐπιτροπὴ τῆς ἐξαποστολῆς ἐπὶ τὴν θέσιν του. Ὀργισθεὶς τότε ὁ Βεροβίτς εἶπε πρὸς τὴν ἐπιτροπὴν τὰ ἑξῆς ἀξιοσημείωτα : «ἐγὼ δὲν ἠλθα»	[29, 1735, 325, 1796]
headline: ΤΗΛΕΓΡΑΦΗΜΑΤΑ ΕΞ ΙΤΑΛΙΑΣ ΥΠΕΡ ΤΗΣ ΕΛΛΑΔΟΣ	[353, 992, 623, 1027]
paragraph: Αἱ ἐν ἐφεδρείᾳ πυροβολαρχίαι, αἵτινες εἶνε ἴσαι τὸν ἀριθμὸν πρὸς τὰς ἐν ἐνεργείᾳ, διὰ διαταγῆς τοῦ ὑπουργείου τῶν Στρατιωτικῶν προσκαλοῦνται ταχέως, ἐνῷ ὅσ' ὡς ἀφίχθη ἡ αὔριον ἀναμενομένη πρώτη ἀποστολὴ τῶν ἐν Οὐγγαρίᾳ ἀγορασθέντων ἵππων τινὲς τῶν πυροβολαρχιῶν τούτων θὰ ἀπέλθωσιν εἰς τὰ σύνορα.	[340, 714, 636, 838]
masthead-terms: ΑΙ ΟΡΟΙ ΣΥΝΔΡΟΜΩΝ ΚΑΙ ΚΑΤΑΧΩΡΙΣΕΩΝ	[54, 206, 300, 218]
paragraph: Αἱ εἰσφοραὶ γίνονται δεκταὶ παρὰ τῷ ταμίᾳ τῆς Κρητικῆς ἀντιπροσωπείας κ. Δ. Ρωμάνῳ βουλευτῇ, ὁδὸς Πανεπιστημίου ἀρ. 15.	[962, 140, 1258, 187]
headline: ΕΙΣ ΤΟΝ ΑΜΒΡΑΚΙΚΟΝ	[400, 494, 576, 511]
paragraph: Καλὸν θὰ ἦτο, νομίζομεν, ἐὰν τὸ Πρακτορεῖον εἶνε περισσότερον προσεχὴν εἰς τὰ τηλεγραφήματα του καὶ ἔλειπεν αὐτὰ τὰ καλαμπούρια. Τί θὰ πῇ : ἤταν ἡ Ἥρα καὶ ὄχι ἡ Ὕδρα ! Ἐκεῖ ὅς οἱ κύριοι τοῦ Πρακτορείου θέλουν νὰ παίζωσιν μὲ τὸν κόσμον, ἢ νὰ τὸ εἴπωμεν ὁλίγον ἐνώχλως ?	[29, 1474, 325, 1583]
paragraph: Ψηφίζονται τέλος μετὰ τινας συζητήσεις τὰ ἐπείγοντα νομοσχέδια καὶ λύεται ἡ συνεδρίασις περὶ τὴν 7 ὥραν.	[962, 1253, 1258, 1300]
paragraph: Οἱ Ἕλληνες φοιτηταὶ βαθέως συγκεκινημένοι διὰ τὴν ἐκδήλωσιν τῶν συμπαθειῶν ἐκφράζουσιν διὰ τηλεγραφήματος ὑμῖν τὰς εὐχαριστίας των πρὸς τὴν Παβίαν. Ζήτωσαν ἀδελφοὶ Ἰταλοί.	[340, 1701, 636, 1763]
headline: ΔΙΑΦΟΡΑ ΚΟΙΝΩΝΙΚΑ	[1338, 994, 1505, 1011]
